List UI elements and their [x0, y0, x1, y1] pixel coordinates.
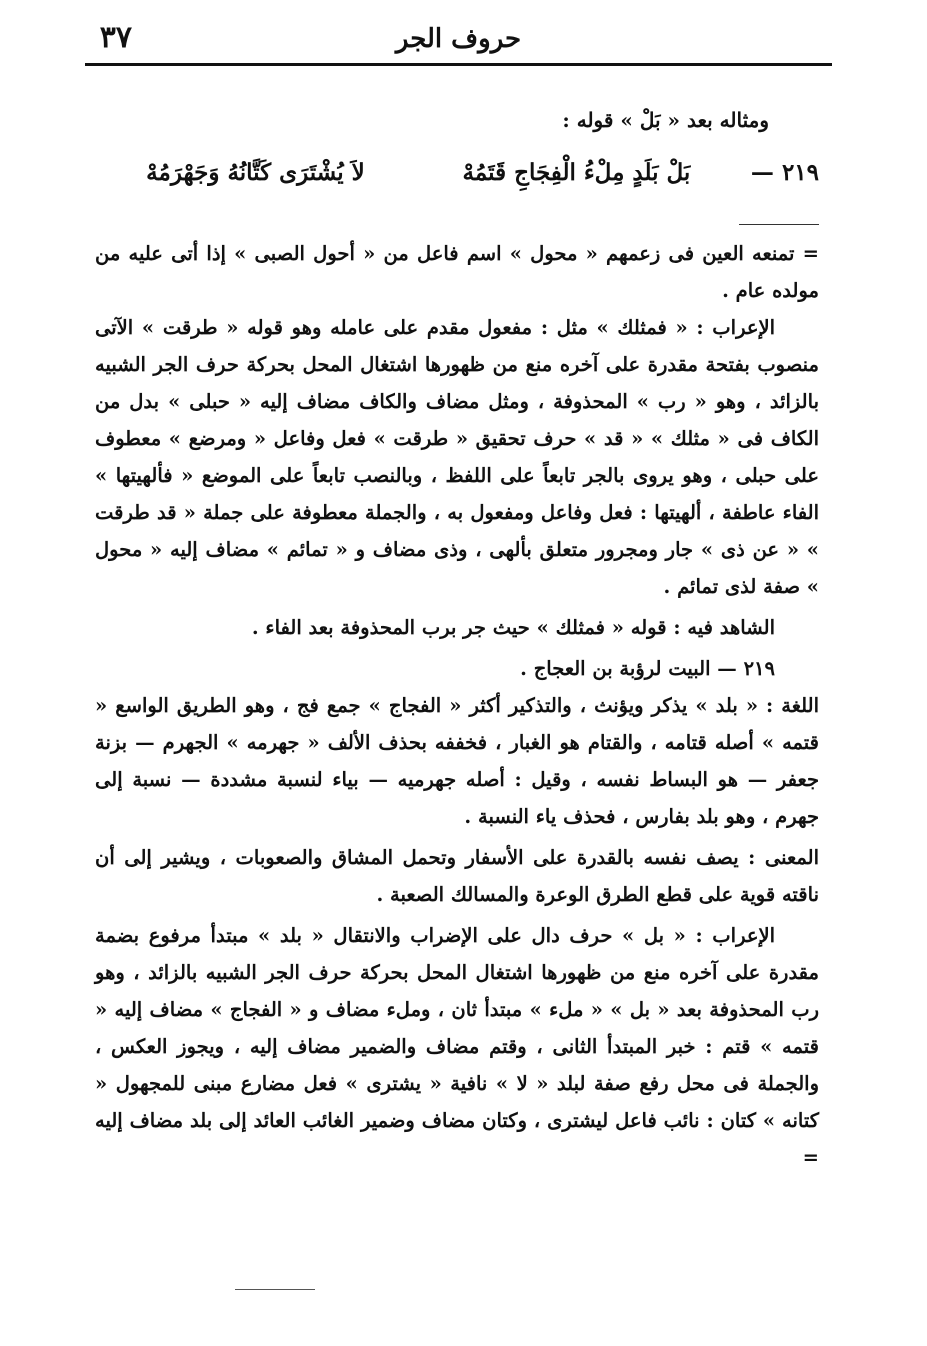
page-header [85, 18, 832, 62]
footnote-verse-attribution: ٢١٩ — البيت لرؤبة بن العجاج . [520, 657, 775, 680]
verse-number: ٢١٩ — [750, 159, 819, 186]
intro-line: ومثاله بعد « بَلْ » قوله : [562, 108, 769, 132]
footnote-continuation: = تمنعه العين فى زعمهم « محول » اسم فاعل من « أحول الصبى » إذا أتى عليه من مولده عام . [95, 242, 819, 302]
verse-first-hemistich: بَلْ بَلَدٍ مِلْءُ الْفِجَاجِ قَتَمُهْ [462, 159, 691, 186]
page-body [95, 100, 819, 1176]
header-rule [85, 63, 832, 66]
poetry-verse [95, 148, 819, 198]
footnote-meaning-paragraph: المعنى : يصف نفسه بالقدرة على الأسفار وتحمل المشاق والصعوبات ، ويشير إلى أن ناقته قوية على قطع الطرق الوعرة والمسالك الصعبة . [95, 846, 819, 906]
footnote-irab-paragraph: الإعراب : « فمثلك » مثل : مفعول مقدم على عامله وهو قوله « طرقت » الآتى منصوب بفتحة مقدرة على آخره منع من ظهورها اشتغال المحل بحركة حرف الجر الشبيه بالزائد ، وهو « رب » المحذوفة ، ومثل مضاف والكاف مضاف إليه « حبلى » بدل من الكاف فى « مثلك » « قد » حرف تحقيق « طرقت » فعل وفاعل « ومرضع » معطوف على حبلى ، وهو يروى بالجر تابعاً على اللفظ ، وبالنصب تابعاً على الموضع « فألهيتها » الفاء عاطفة ، ألهيتها : فعل وفاعل ومفعول به ، والجملة معطوفة على جملة « قد طرقت » « عن ذى » جار ومجرور متعلق بألهى ، وذى مضاف و « تمائم » مضاف إليه « محول » صفة لذى تمائم . [95, 316, 819, 598]
bottom-rule [235, 1289, 315, 1290]
footnote-irab-paragraph-2: الإعراب : « بل » حرف دال على الإضراب والانتقال « بلد » مبتدأ مرفوع بضمة مقدرة على آخره منع من ظهورها اشتغال المحل بحركة حرف الجر الشبيه بالزائد ، وهو رب المحذوفة بعد « بل » « ملء » مبتدأ ثان ، وملء مضاف و « الفجاج » مضاف إليه « قتمه » قتم : خبر المبتدأ الثانى ، وقتم مضاف والضمير مضاف إليه ، ويجوز العكس ، والجملة فى محل رفع صفة لبلد « لا » نافية « يشترى » فعل مضارع مبنى للمجهول « كتانه » كتان : نائب فاعل ليشترى ، وكتان مضاف وضمير الغائب العائد إلى بلد مضاف إليه = [95, 924, 819, 1169]
footnote-lugha-paragraph: اللغة : « بلد » يذكر ويؤنث ، والتذكير أكثر « الفجاج » جمع فج ، وهو الطريق الواسع « قتمه » أصله قتامه ، والقتام هو الغبار ، فخففه بحذف الألف « جهرمه » الجهرم — بزنة جعفر — هو البساط نفسه ، وقيل : أصله جهرميه — بياء لنسبة مشددة — نسبة إلى جهرم ، وهو بلد بفارس ، فحذف ياء النسبة . [95, 694, 819, 828]
footnote-shahid-paragraph: الشاهد فيه : قوله « فمثلك » حيث جر برب المحذوفة بعد الفاء . [251, 616, 775, 639]
footnote-separator [739, 224, 819, 225]
running-title: حروف الجر [395, 24, 522, 54]
page-number: ٣٧ [99, 20, 132, 55]
verse-second-hemistich: لاَ يُشْتَرَى كَتَّانُهُ وَجَهْرَمُهْ [146, 159, 365, 186]
